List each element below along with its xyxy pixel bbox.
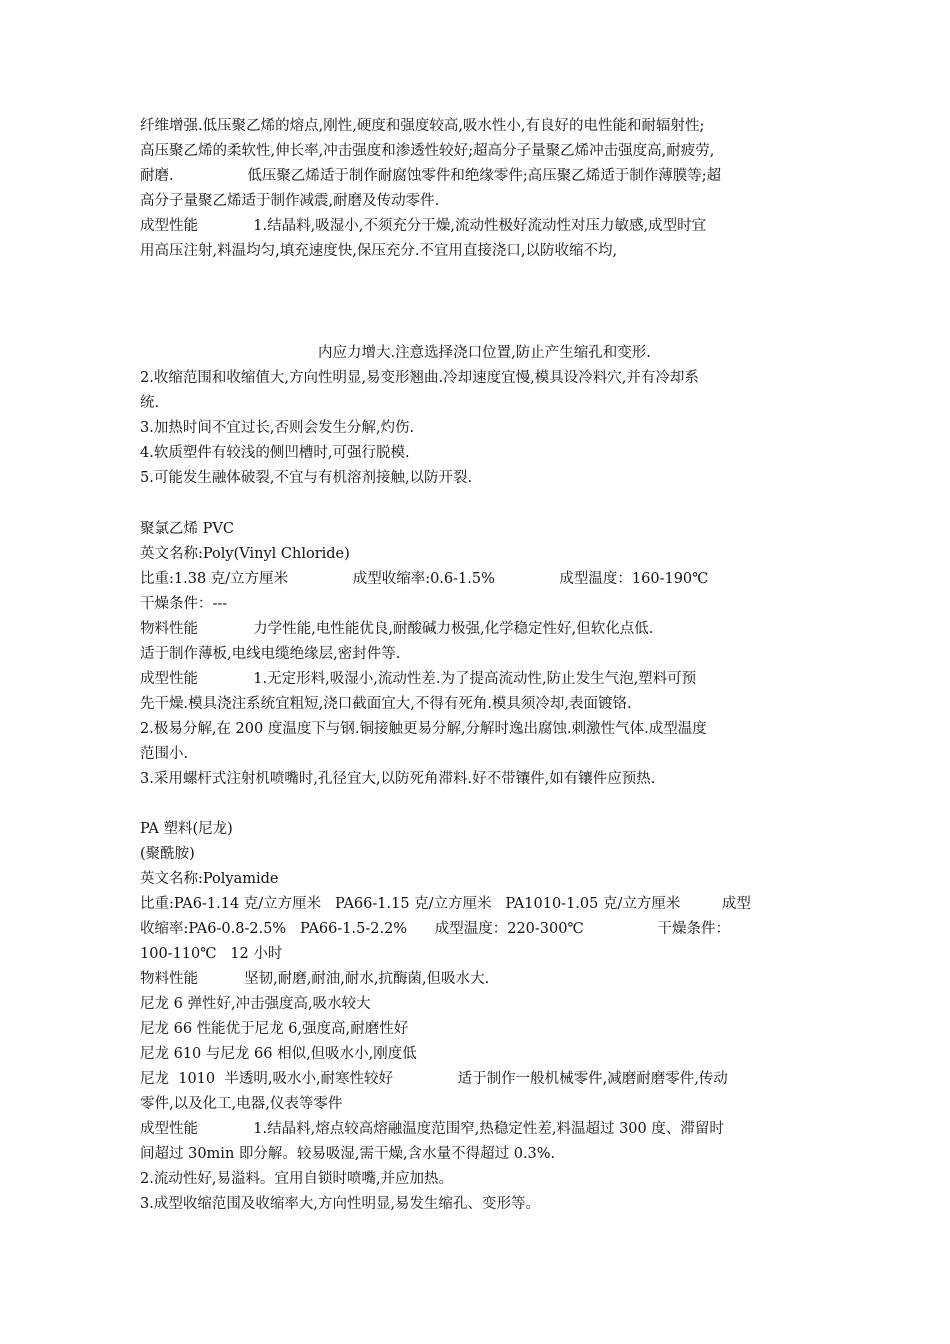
pvc-text-line: 2.极易分解,在 200 度温度下与钢.铜接触更易分解,分解时逸出腐蚀.刺激性气体.成型温度 [140, 721, 707, 737]
pa-title: PA 塑料(尼龙) [140, 821, 233, 837]
pa-subtitle: (聚酰胺) [140, 846, 195, 862]
pvc-english-name: 英文名称:Poly(Vinyl Chloride) [140, 546, 350, 562]
pa-text-line: 尼龙 6 弹性好,冲击强度高,吸水较大 [140, 996, 371, 1012]
pa-text-line: 尼龙 1010 半透明,吸水小,耐寒性较好 适于制作一般机械零件,减磨耐磨零件,传动 [140, 1071, 728, 1087]
pe-molding-line: 用高压注射,料温均匀,填充速度快,保压充分.不宜用直接浇口,以防收缩不均, [140, 243, 618, 259]
pe-point-line: 统. [140, 395, 160, 411]
pvc-text-line: 范围小. [140, 746, 189, 762]
pe-point-line: 3.加热时间不宜过长,否则会发生分解,灼伤. [140, 420, 415, 436]
pvc-text-line: 物料性能 力学性能,电性能优良,耐酸碱力极强,化学稳定性好,但软化点低. [140, 621, 654, 637]
pvc-title: 聚氯乙烯 PVC [140, 521, 234, 537]
pe-text-line: 高分子量聚乙烯适于制作减震,耐磨及传动零件. [140, 193, 440, 209]
pa-english-name: 英文名称:Polyamide [140, 871, 279, 887]
pa-text-line: 物料性能 坚韧,耐磨,耐油,耐水,抗酶菌,但吸水大. [140, 971, 490, 987]
pa-text-line: 尼龙 66 性能优于尼龙 6,强度高,耐磨性好 [140, 1021, 409, 1037]
pvc-text-line: 3.采用螺杆式注射机喷嘴时,孔径宜大,以防死角滞料.好不带镶件,如有镶件应预热. [140, 771, 656, 787]
pa-text-line: 3.成型收缩范围及收缩率大,方向性明显,易发生缩孔、变形等。 [140, 1196, 541, 1212]
pa-text-line: 2.流动性好,易溢料。宜用自锁时喷嘴,并应加热。 [140, 1171, 454, 1187]
pa-text-line: 比重:PA6-1.14 克/立方厘米 PA66-1.15 克/立方厘米 PA1010-1.05 克/立方厘米 成型 [140, 896, 751, 912]
pa-text-line: 零件,以及化工,电器,仪表等零件 [140, 1096, 343, 1112]
pe-continued-line: 内应力增大.注意选择浇口位置,防止产生缩孔和变形. [318, 345, 651, 361]
pe-text-line: 耐磨. 低压聚乙烯适于制作耐腐蚀零件和绝缘零件;高压聚乙烯适于制作薄膜等;超 [140, 168, 722, 184]
pa-text-line: 间超过 30min 即分解。较易吸湿,需干燥,含水量不得超过 0.3%. [140, 1146, 556, 1162]
pvc-specs: 比重:1.38 克/立方厘米 成型收缩率:0.6-1.5% 成型温度：160-190℃ [140, 571, 709, 587]
pvc-text-line: 先干燥.模具浇注系统宜粗短,浇口截面宜大,不得有死角.模具须冷却,表面镀铬. [140, 696, 632, 712]
pvc-text-line: 成型性能 1.无定形料,吸湿小,流动性差.为了提高流动性,防止发生气泡,塑料可预 [140, 671, 697, 687]
pe-point-line: 5.可能发生融体破裂,不宜与有机溶剂接触,以防开裂. [140, 470, 473, 486]
pa-text-line: 成型性能 1.结晶料,熔点较高熔融温度范围窄,热稳定性差,料温超过 300 度、滞留时 [140, 1121, 724, 1137]
pe-text-line: 纤维增强.低压聚乙烯的熔点,刚性,硬度和强度较高,吸水性小,有良好的电性能和耐辐射性; [140, 118, 705, 134]
pvc-text-line: 适于制作薄板,电线电缆绝缘层,密封件等. [140, 646, 401, 662]
pe-text-line: 高压聚乙烯的柔软性,伸长率,冲击强度和渗透性较好;超高分子量聚乙烯冲击强度高,耐疲劳, [140, 143, 715, 159]
pa-text-line: 尼龙 610 与尼龙 66 相似,但吸水小,刚度低 [140, 1046, 417, 1062]
pa-text-line: 100-110℃ 12 小时 [140, 946, 283, 962]
pvc-drying: 干燥条件：--- [140, 596, 228, 612]
pa-text-line: 收缩率:PA6-0.8-2.5% PA66-1.5-2.2% 成型温度：220-300℃ 干燥条件： [140, 921, 730, 937]
pe-point-line: 2.收缩范围和收缩值大,方向性明显,易变形翘曲.冷却速度宜慢,模具设冷料穴,并有冷却系 [140, 370, 699, 386]
pe-point-line: 4.软质塑件有较浅的侧凹槽时,可强行脱模. [140, 445, 410, 461]
pe-molding-line: 成型性能 1.结晶料,吸湿小,不须充分干燥,流动性极好流动性对压力敏感,成型时宜 [140, 218, 707, 234]
